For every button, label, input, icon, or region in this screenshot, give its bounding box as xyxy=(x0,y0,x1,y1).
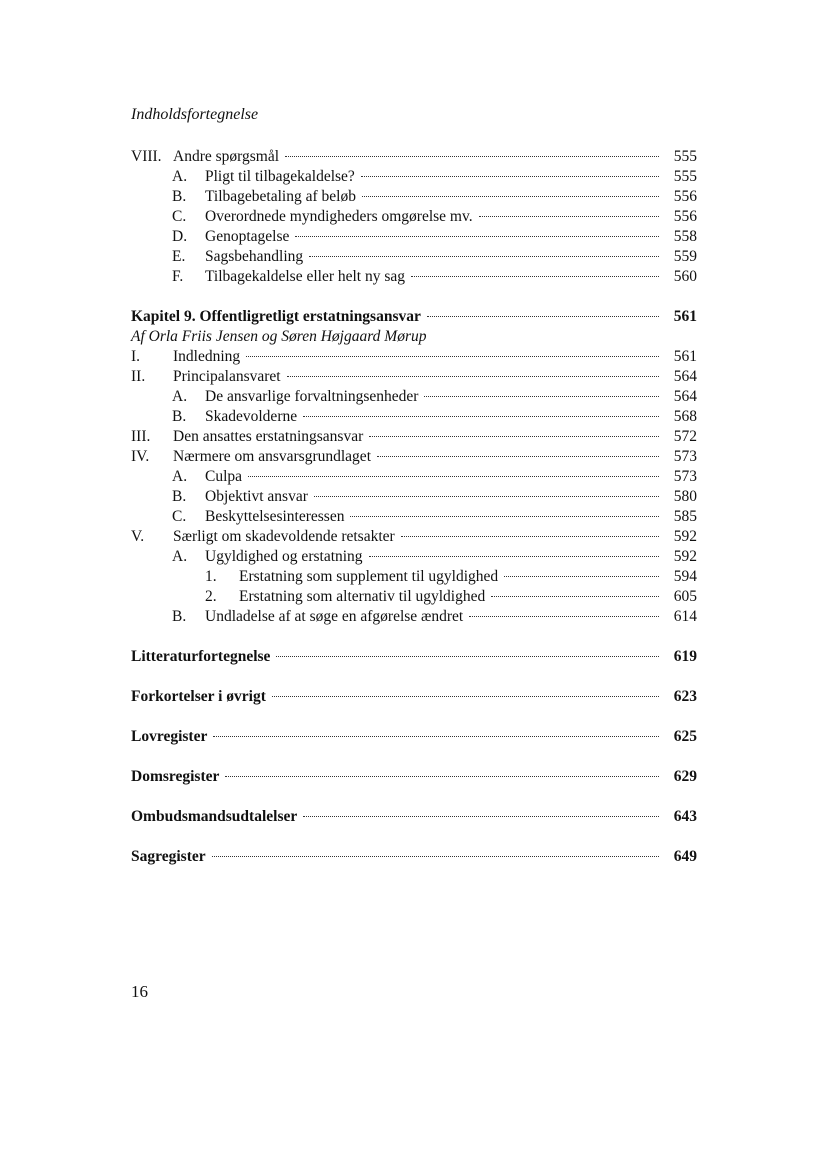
page-number: 16 xyxy=(131,982,148,1001)
dot-leader xyxy=(377,456,659,457)
toc-entry-page: 564 xyxy=(673,368,697,385)
toc-entry-title: Særligt om skadevoldende retsakter xyxy=(173,528,395,545)
toc-entry-title: Undladelse af at søge en afgørelse ændret xyxy=(205,608,464,625)
toc-entry-page: 559 xyxy=(673,248,697,265)
toc-entry-title: Objektivt ansvar xyxy=(205,488,308,505)
dot-leader xyxy=(248,476,659,477)
toc-entry-page: 568 xyxy=(673,408,697,425)
dot-leader xyxy=(350,516,659,517)
toc-entry-number: F. xyxy=(172,268,184,285)
toc-entry[interactable] xyxy=(131,528,697,548)
toc-entry-page: 623 xyxy=(673,688,697,705)
toc-chapter-entry[interactable] xyxy=(131,688,697,708)
dot-leader xyxy=(212,856,659,857)
toc-entry[interactable] xyxy=(131,608,697,628)
toc-entry-title: Nærmere om ansvarsgrundlaget xyxy=(173,448,371,465)
toc-chapter-entry[interactable] xyxy=(131,648,697,668)
toc-entry-page: 592 xyxy=(673,548,697,565)
toc-chapter-entry[interactable] xyxy=(131,308,697,328)
dot-leader xyxy=(314,496,659,497)
dot-leader xyxy=(295,236,659,237)
toc-entry-page: 558 xyxy=(673,228,697,245)
dot-leader xyxy=(287,376,659,377)
section-gap xyxy=(131,748,697,768)
toc-entry-number: B. xyxy=(172,188,187,205)
toc-entry-number: 2. xyxy=(205,588,217,605)
toc-entry[interactable] xyxy=(131,388,697,408)
toc-entry-title: Ugyldighed og erstatning xyxy=(205,548,363,565)
dot-leader xyxy=(303,416,659,417)
dot-leader xyxy=(504,576,659,577)
toc-entry[interactable] xyxy=(131,348,697,368)
toc-entry-page: 555 xyxy=(673,148,697,165)
toc-entry-page: 649 xyxy=(673,848,697,865)
toc-entry-page: 573 xyxy=(673,468,697,485)
toc-entry[interactable] xyxy=(131,208,697,228)
toc-entry-number: A. xyxy=(172,388,188,405)
toc-entry-page: 564 xyxy=(673,388,697,405)
section-gap xyxy=(131,788,697,808)
dot-leader xyxy=(309,256,659,257)
toc-entry-title: Den ansattes erstatningsansvar xyxy=(173,428,364,445)
toc-entry-title: De ansvarlige forvaltningsenheder xyxy=(205,388,419,405)
toc-entry-page: 629 xyxy=(673,768,697,785)
dot-leader xyxy=(303,816,659,817)
toc-entry-number: D. xyxy=(172,228,188,245)
dot-leader xyxy=(411,276,659,277)
toc-entry-number: III. xyxy=(131,428,151,445)
dot-leader xyxy=(469,616,659,617)
toc-entry[interactable] xyxy=(131,468,697,488)
section-gap xyxy=(131,668,697,688)
dot-leader xyxy=(362,196,659,197)
toc-entry-title: Tilbagebetaling af beløb xyxy=(205,188,356,205)
toc-entry-number: A. xyxy=(172,548,188,565)
toc-entry-title: Erstatning som supplement til ugyldighed xyxy=(239,568,499,585)
dot-leader xyxy=(276,656,659,657)
toc-entry-title: Lovregister xyxy=(131,728,208,745)
toc-entry-number: I. xyxy=(131,348,141,365)
toc-entry-number: B. xyxy=(172,488,187,505)
toc-entry-title: Indledning xyxy=(173,348,241,365)
toc-entry-page: 643 xyxy=(673,808,697,825)
toc-entry-page: 560 xyxy=(673,268,697,285)
toc-entry[interactable] xyxy=(131,488,697,508)
toc-entry-number: C. xyxy=(172,508,187,525)
dot-leader xyxy=(361,176,659,177)
toc-entry-title: Erstatning som alternativ til ugyldighed xyxy=(239,588,486,605)
section-gap xyxy=(131,288,697,308)
dot-leader xyxy=(246,356,659,357)
toc-entry-title: Andre spørgsmål xyxy=(173,148,280,165)
section-gap xyxy=(131,628,697,648)
toc-entry-title: Tilbagekaldelse eller helt ny sag xyxy=(205,268,406,285)
toc-chapter-entry[interactable] xyxy=(131,768,697,788)
toc-entry-page: 572 xyxy=(673,428,697,445)
toc-entry-title: Genoptagelse xyxy=(205,228,290,245)
toc-entry-number: C. xyxy=(172,208,187,225)
toc-entry-title: Domsregister xyxy=(131,768,220,785)
toc-entry[interactable] xyxy=(131,428,697,448)
dot-leader xyxy=(272,696,659,697)
toc-chapter-entry[interactable] xyxy=(131,728,697,748)
toc-entry[interactable] xyxy=(131,588,697,608)
toc-entry[interactable] xyxy=(131,368,697,388)
toc-entry[interactable] xyxy=(131,228,697,248)
toc-entry-number: B. xyxy=(172,608,187,625)
toc-entry-page: 619 xyxy=(673,648,697,665)
toc-entry-number: V. xyxy=(131,528,145,545)
table-of-contents xyxy=(131,148,697,868)
section-gap xyxy=(131,708,697,728)
toc-entry-title: Skadevolderne xyxy=(205,408,298,425)
toc-chapter-entry[interactable] xyxy=(131,848,697,868)
toc-entry[interactable] xyxy=(131,548,697,568)
toc-entry-number: A. xyxy=(172,468,188,485)
dot-leader xyxy=(213,736,659,737)
toc-entry[interactable] xyxy=(131,408,697,428)
toc-entry-title: Sagsbehandling xyxy=(205,248,304,265)
toc-entry-title: Forkortelser i øvrigt xyxy=(131,688,266,705)
toc-entry-page: 605 xyxy=(673,588,697,605)
toc-entry-page: 614 xyxy=(673,608,697,625)
toc-entry[interactable] xyxy=(131,568,697,588)
toc-entry[interactable] xyxy=(131,268,697,288)
toc-entry[interactable] xyxy=(131,448,697,468)
dot-leader xyxy=(427,316,659,317)
toc-entry[interactable] xyxy=(131,248,697,268)
dot-leader xyxy=(225,776,659,777)
toc-entry-number: B. xyxy=(172,408,187,425)
toc-entry-number: II. xyxy=(131,368,146,385)
dot-leader xyxy=(369,436,659,437)
toc-entry-number: A. xyxy=(172,168,188,185)
toc-entry[interactable] xyxy=(131,148,697,168)
toc-entry-page: 556 xyxy=(673,188,697,205)
toc-entry-title: Ombudsmandsudtalelser xyxy=(131,808,298,825)
toc-entry-number: E. xyxy=(172,248,186,265)
toc-entry-page: 573 xyxy=(673,448,697,465)
toc-entry[interactable] xyxy=(131,508,697,528)
toc-entry-number: IV. xyxy=(131,448,150,465)
toc-entry-title: Principalansvaret xyxy=(173,368,281,385)
toc-entry-title: Beskyttelsesinteressen xyxy=(205,508,345,525)
section-gap xyxy=(131,828,697,848)
toc-entry-title: Litteraturfortegnelse xyxy=(131,648,271,665)
toc-entry-number: VIII. xyxy=(131,148,162,165)
toc-entry-page: 594 xyxy=(673,568,697,585)
dot-leader xyxy=(491,596,659,597)
toc-entry-number: 1. xyxy=(205,568,217,585)
dot-leader xyxy=(285,156,659,157)
toc-entry-page: 625 xyxy=(673,728,697,745)
toc-entry-page: 580 xyxy=(673,488,697,505)
dot-leader xyxy=(424,396,659,397)
toc-entry-page: 561 xyxy=(673,348,697,365)
dot-leader xyxy=(479,216,659,217)
running-header: Indholdsfortegnelse xyxy=(131,106,259,123)
chapter-authors: Af Orla Friis Jensen og Søren Højgaard Mørup xyxy=(131,328,427,345)
toc-entry-title: Pligt til tilbagekaldelse? xyxy=(205,168,355,185)
toc-entry-title: Kapitel 9. Offentligretligt erstatningsansvar xyxy=(131,308,421,325)
toc-entry-page: 585 xyxy=(673,508,697,525)
toc-entry-page: 561 xyxy=(673,308,697,325)
toc-chapter-entry[interactable] xyxy=(131,808,697,828)
toc-entry[interactable] xyxy=(131,188,697,208)
toc-entry-title: Culpa xyxy=(205,468,243,485)
toc-entry[interactable] xyxy=(131,168,697,188)
dot-leader xyxy=(369,556,659,557)
toc-entry-title: Sagregister xyxy=(131,848,206,865)
dot-leader xyxy=(401,536,659,537)
toc-entry-title: Overordnede myndigheders omgørelse mv. xyxy=(205,208,473,225)
toc-entry-page: 556 xyxy=(673,208,697,225)
toc-entry-page: 555 xyxy=(673,168,697,185)
toc-entry-page: 592 xyxy=(673,528,697,545)
